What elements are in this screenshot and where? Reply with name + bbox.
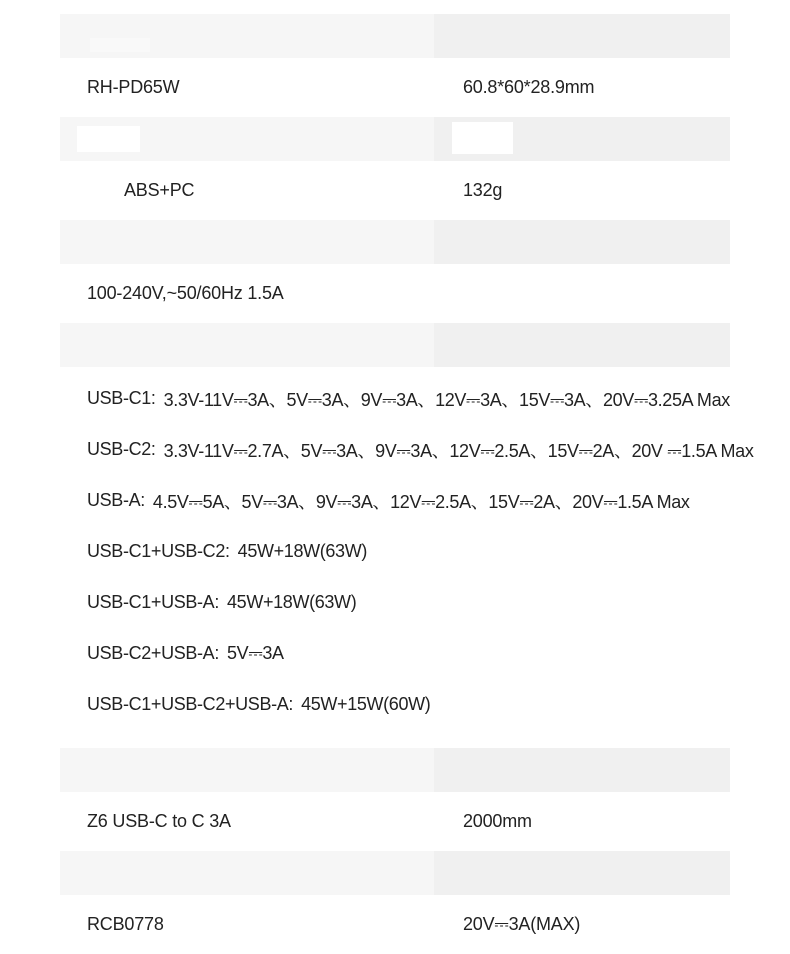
redacted-label [77,126,140,152]
cable-model-value: RCB0778 [87,914,164,934]
port-label: USB-C1: [87,388,156,408]
output-line-c1-c2 [60,526,730,577]
port-label: USB-C1+USB-C2: [87,541,230,561]
port-value: 4.5V⎓5A、5V⎓3A、9V⎓3A、12V⎓2.5A、15V⎓2A、20V⎓1.5A Max [152,491,690,512]
header-row-cable [60,748,730,792]
header-row-input [60,220,730,264]
output-list [60,367,754,748]
header-cell [434,851,730,895]
header-cell [434,323,730,367]
port-value: 3.3V-11V⎓2.7A、5V⎓3A、9V⎓3A、12V⎓2.5A、15V⎓2A、20V ⎓1.5A Max [163,440,754,461]
size-value: 60.8*60*28.9mm [463,77,595,97]
value-row-material-weight [60,161,730,220]
header-cell [434,220,730,264]
cable-value: Z6 USB-C to C 3A [87,811,231,831]
header-row-output [60,323,730,367]
value-row-input [60,264,730,323]
redacted-label [452,122,513,154]
output-line-usb-a [60,475,730,526]
output-line-usb-c2 [60,424,754,475]
port-value: 5V⎓3A [227,643,284,663]
header-cell [60,14,434,58]
port-label: USB-C1+USB-A: [87,592,219,612]
port-value: 45W+18W(63W) [237,541,367,561]
header-cell [434,748,730,792]
header-cell [60,323,434,367]
header-row-model-size [60,14,730,58]
value-row-cable [60,792,730,851]
value-row-model-size [60,58,730,117]
output-line-c1-a [60,577,730,628]
header-row-material-weight [60,117,730,161]
port-value: 45W+15W(60W) [301,694,431,714]
material-value: ABS+PC [124,180,195,200]
output-line-usb-c1 [60,373,730,424]
value-row-cable-model [60,895,730,954]
port-value: 45W+18W(63W) [227,592,357,612]
port-label: USB-C2: [87,439,156,459]
port-label: USB-C2+USB-A: [87,643,219,663]
header-cell [434,14,730,58]
model-value: RH-PD65W [87,77,180,97]
input-value: 100-240V,~50/60Hz 1.5A [87,283,284,303]
header-cell [60,748,434,792]
port-label: USB-A: [87,490,145,510]
weight-value: 132g [463,180,503,200]
cable-length-value: 2000mm [463,811,532,831]
port-value: 3.3V-11V⎓3A、5V⎓3A、9V⎓3A、12V⎓3A、15V⎓3A、20V⎓3.25A Max [163,389,730,410]
spec-table [60,14,754,954]
header-cell [60,851,434,895]
output-line-c2-a [60,628,730,679]
header-row-cable-model [60,851,730,895]
output-line-c1-c2-a [60,679,730,730]
header-cell [434,117,730,161]
port-label: USB-C1+USB-C2+USB-A: [87,694,294,714]
header-cell [60,220,434,264]
header-cell [60,117,434,161]
cable-rating-value: 20V⎓3A(MAX) [463,914,581,934]
redacted-label [90,38,150,52]
